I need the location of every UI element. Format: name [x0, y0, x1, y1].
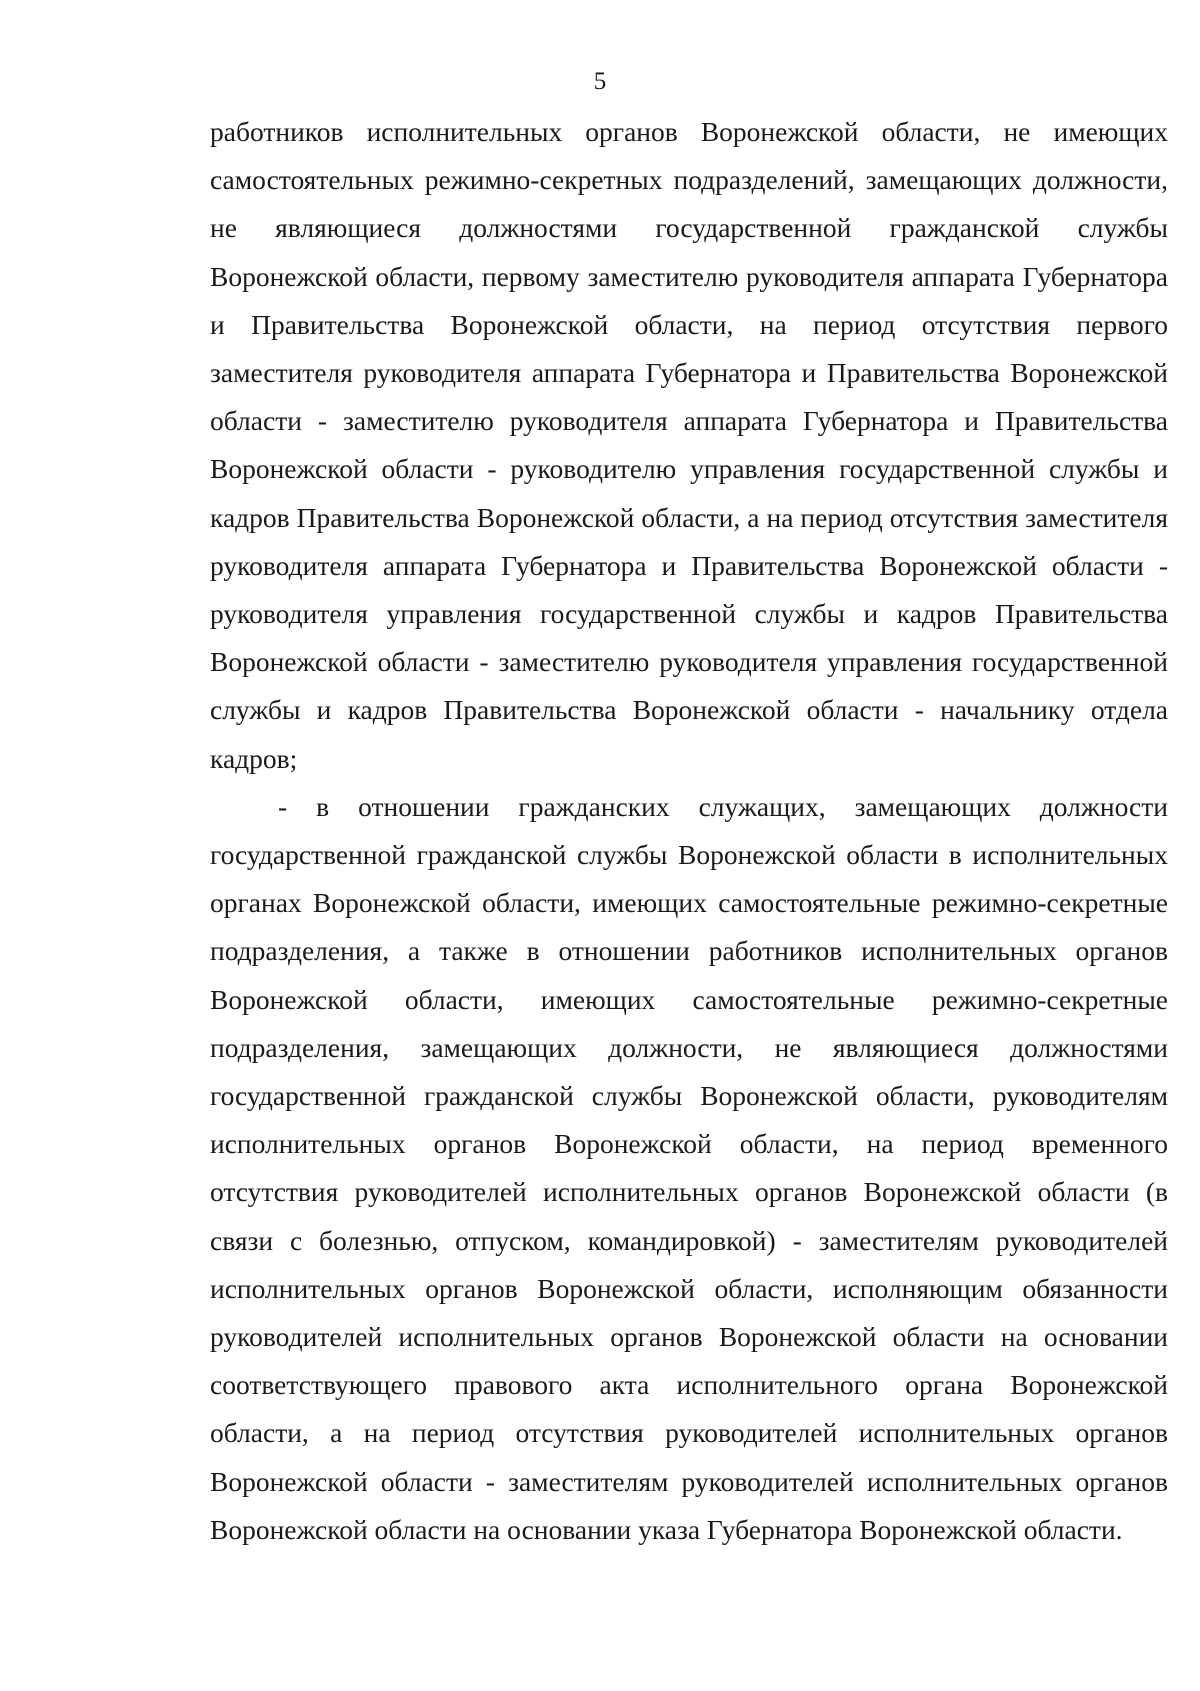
- page-number: 5: [593, 68, 607, 95]
- paragraph-continuation: работников исполнительных органов Воронежской области, не имеющих самостоятельных режимно-секретных подразделений, замещающих должности, не являющиеся должностями государственной гражданской службы Воронежской области, первому заместителю руководителя аппарата Губернатора и Правительства Воронежской области, на период отсутствия первого заместителя руководителя аппарата Губернатора и Правительства Воронежской области - заместителю руководителя аппарата Губернатора и Правительства Воронежской области - руководителю управления государственной службы и кадров Правительства Воронежской области, а на период отсутствия заместителя руководителя аппарата Губернатора и Правительства Воронежской области - руководителя управления государственной службы и кадров Правительства Воронежской области - заместителю руководителя управления государственной службы и кадров Правительства Воронежской области - начальнику отдела кадров;: [210, 116, 1168, 774]
- paragraph-list-item: - в отношении гражданских служащих, замещающих должности государственной гражданской службы Воронежской области в исполнительных органах Воронежской области, имеющих самостоятельные режимно-секретные подразделения, а также в отношении работников исполнительных органов Воронежской области, имеющих самостоятельные режимно-секретные подразделения, замещающих должности, не являющиеся должностями государственной гражданской службы Воронежской области, руководителям исполнительных органов Воронежской области, на период временного отсутствия руководителей исполнительных органов Воронежской области (в связи с болезнью, отпуском, командировкой) - заместителям руководителей исполнительных органов Воронежской области, исполняющим обязанности руководителей исполнительных органов Воронежской области на основании соответствующего правового акта исполнительного органа Воронежской области, а на период отсутствия руководителей исполнительных органов Воронежской области - заместителям руководителей исполнительных органов Воронежской области на основании указа Губернатора Воронежской области.: [210, 790, 1168, 1545]
- document-body: [210, 108, 1168, 1554]
